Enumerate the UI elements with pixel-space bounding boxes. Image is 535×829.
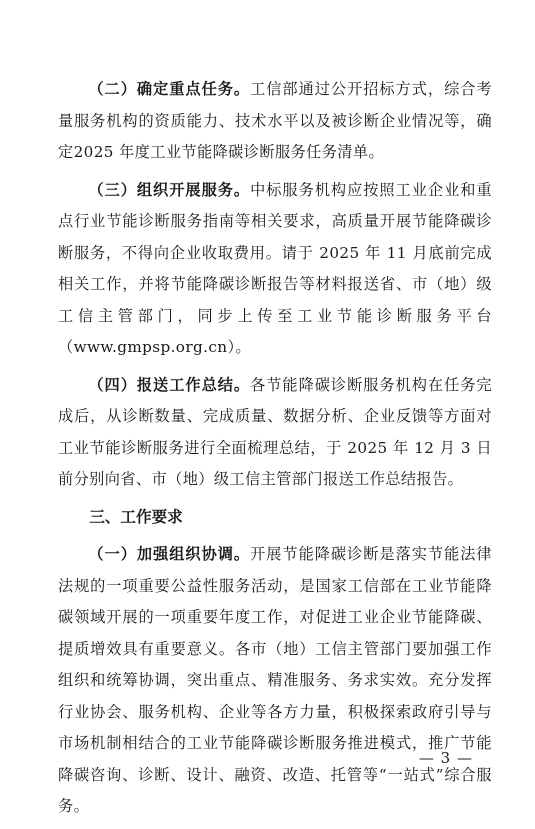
section-3-lead: （三）组织开展服务。 <box>88 180 251 199</box>
requirement-1-body: 开展节能降碳诊断是落实节能法律法规的一项重要公益性服务活动，是国家工信部在工业节能降碳领域开展的一项重要年度工作，对促进工业企业节能降碳、提质增效具有重要意义。各市（地）工信主管部门要加强工作组织和统筹协调，突出重点、精准服务、务求实效。充分发挥行业协会、服务机构、企业等各方力量，积极探索政府引导与市场机制相结合的工业节能降碳诊断服务推进模式，推广节能降碳咨询、诊断、设计、融资、改造、托管等“一站式”综合服务。 <box>58 545 493 815</box>
document-body <box>58 74 492 829</box>
section-3-body: 中标服务机构应按照工业企业和重点行业节能诊断服务指南等相关要求，高质量开展节能降碳诊断服务，不得向企业收取费用。请于 2025 年 11 月底前完成相关工作，并将节能降碳诊断报告等材料报送省、市（地）级工信主管部门，同步上传至工业节能诊断服务平台（www.gmpsp.org.cn）。 <box>58 180 493 356</box>
paragraph-requirement-1 <box>58 539 492 823</box>
page-number: — 3 — <box>418 749 473 767</box>
section-4-lead: （四）报送工作总结。 <box>88 375 251 394</box>
section-2-body: 工信部通过公开招标方式，综合考量服务机构的资质能力、技术水平以及被诊断企业情况等，确定2025 年度工业节能降碳诊断服务任务清单。 <box>58 80 493 161</box>
requirement-1-lead: （一）加强组织协调。 <box>88 545 251 563</box>
section-2-lead: （二）确定重点任务。 <box>88 80 251 98</box>
paragraph-section-2 <box>58 74 492 169</box>
paragraph-section-3 <box>58 175 492 364</box>
section-4-body: 各节能降碳诊断服务机构在任务完成后，从诊断数量、完成质量、数据分析、企业反馈等方面对工业节能诊断服务进行全面梳理总结，于 2025 年 12 月 3 日前分别向省、市（地）级工信主管部门报送工作总结报告。 <box>58 375 493 488</box>
section-heading-work-requirements: 三、工作要求 <box>89 507 183 526</box>
paragraph-section-4 <box>58 370 492 496</box>
